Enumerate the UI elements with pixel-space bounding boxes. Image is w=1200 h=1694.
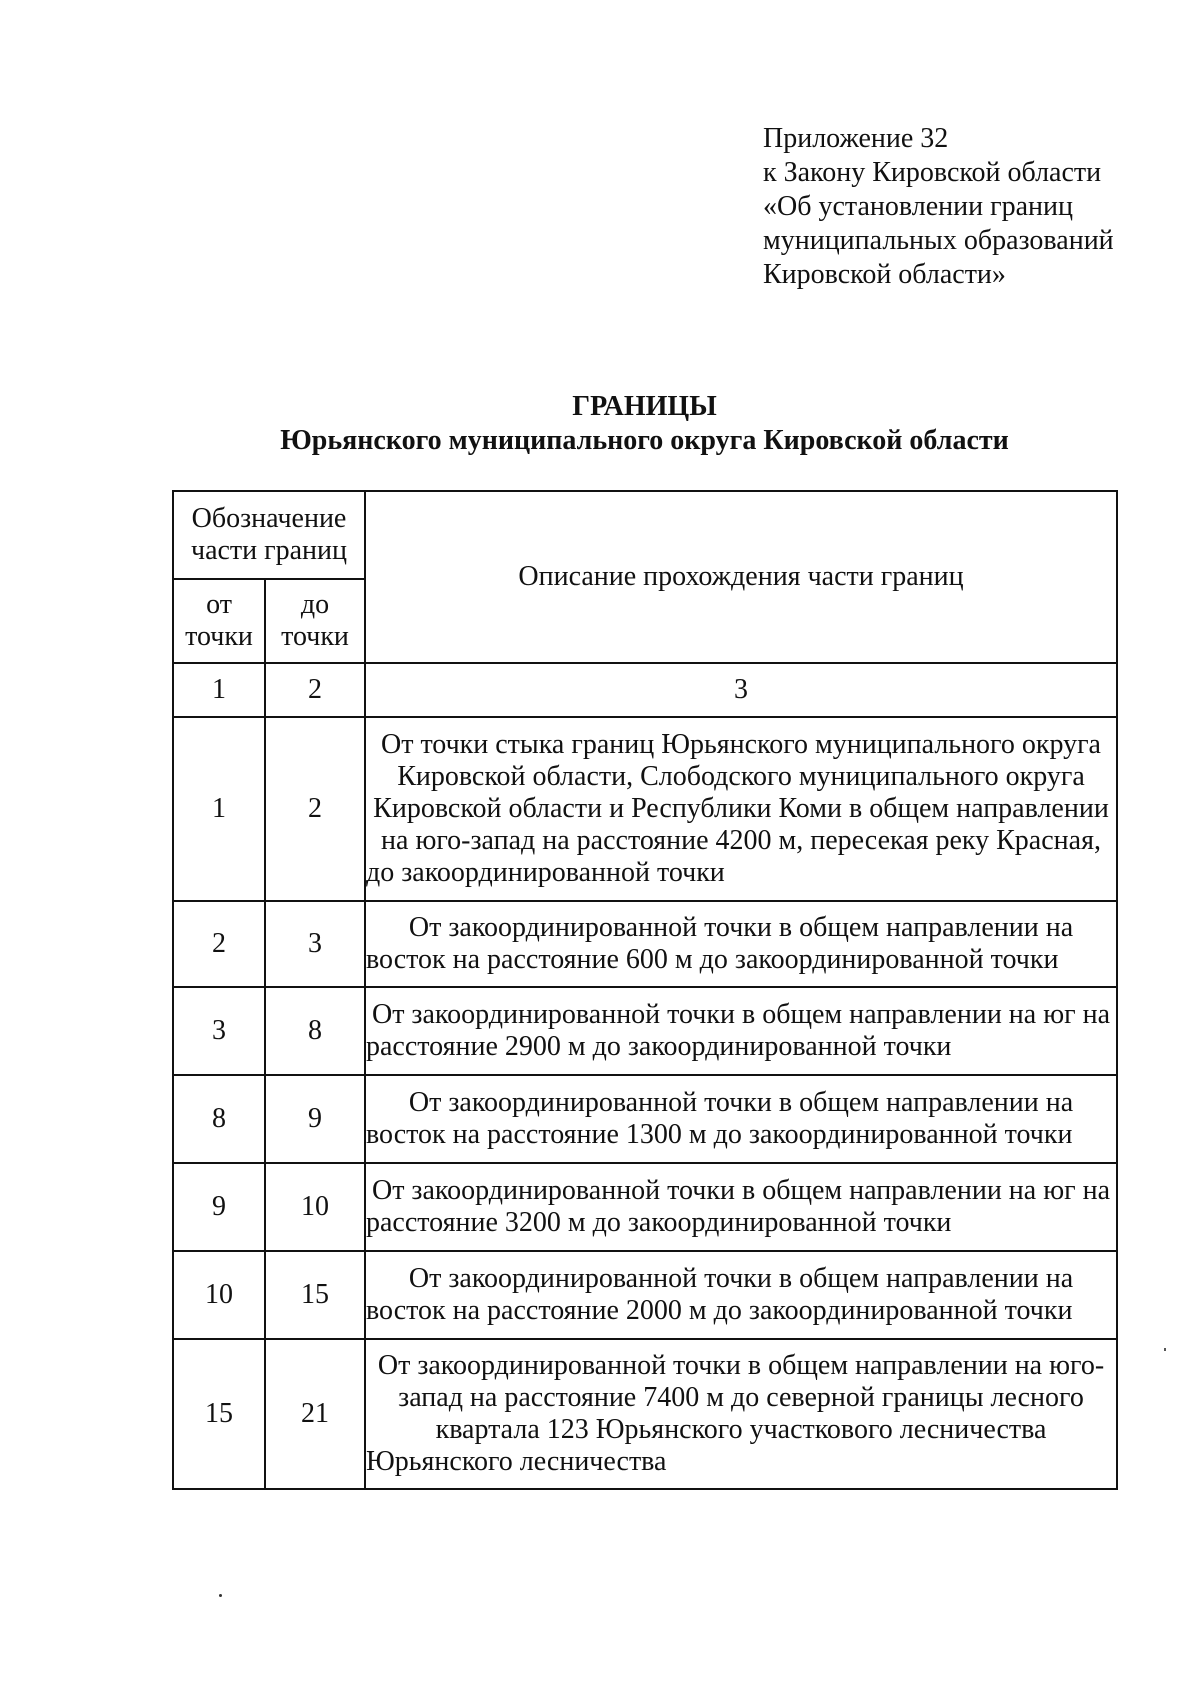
table-row — [173, 987, 1117, 1075]
description-cell: От закоординированной точки в общем направлении на юго-запад на расстояние 7400 м до северной границы лесного квартала 123 Юрьянского участкового лесничества Юрьянского лесничества — [365, 1339, 1117, 1489]
appendix-line: Приложение 32 — [763, 123, 949, 154]
scan-speck — [1164, 1348, 1166, 1351]
description-cell: От точки стыка границ Юрьянского муниципального округа Кировской области, Слободского муниципального округа Кировской области и Республики Коми в общем направлении на юго-запад на расстояние 4200 м, пересекая реку Красная, до закоординированной точки — [365, 717, 1117, 901]
table-row — [173, 1251, 1117, 1339]
title-subtitle: Юрьянского муниципального округа Кировской области — [280, 425, 1009, 456]
appendix-line: к Закону Кировской области — [763, 157, 1102, 188]
to-point-cell: 9 — [265, 1075, 365, 1163]
table-row — [173, 1339, 1117, 1489]
table-row — [173, 1075, 1117, 1163]
from-point-cell: 8 — [173, 1075, 265, 1163]
to-point-cell: 21 — [265, 1339, 365, 1489]
scan-speck — [219, 1594, 222, 1597]
to-point-cell: 3 — [265, 901, 365, 987]
to-point-cell: 8 — [265, 987, 365, 1075]
from-point-cell: 3 — [173, 987, 265, 1075]
document-title — [172, 390, 1117, 458]
description-cell: От закоординированной точки в общем направлении на юг на расстояние 3200 м до закоординированной точки — [365, 1163, 1117, 1251]
column-number-row — [173, 663, 1117, 717]
column-number: 3 — [365, 663, 1117, 717]
description-cell: От закоординированной точки в общем направлении на юг на расстояние 2900 м до закоординированной точки — [365, 987, 1117, 1075]
borders-table — [172, 490, 1118, 1490]
header-from-point: от точки — [173, 579, 265, 663]
to-point-cell: 15 — [265, 1251, 365, 1339]
description-cell: От закоординированной точки в общем направлении на восток на расстояние 1300 м до закоординированной точки — [365, 1075, 1117, 1163]
from-point-cell: 15 — [173, 1339, 265, 1489]
description-cell: От закоординированной точки в общем направлении на восток на расстояние 2000 м до закоординированной точки — [365, 1251, 1117, 1339]
to-point-cell: 10 — [265, 1163, 365, 1251]
title-main: ГРАНИЦЫ — [572, 391, 717, 422]
header-description: Описание прохождения части границ — [365, 491, 1117, 663]
appendix-reference — [763, 122, 1114, 292]
table-row — [173, 1163, 1117, 1251]
table-row — [173, 901, 1117, 987]
appendix-line: муниципальных образований — [763, 225, 1114, 256]
column-number: 1 — [173, 663, 265, 717]
from-point-cell: 9 — [173, 1163, 265, 1251]
column-number: 2 — [265, 663, 365, 717]
header-designation: Обозначение части границ — [173, 491, 365, 579]
appendix-line: «Об установлении границ — [763, 191, 1073, 222]
from-point-cell: 1 — [173, 717, 265, 901]
appendix-line: Кировской области» — [763, 259, 1006, 290]
description-cell: От закоординированной точки в общем направлении на восток на расстояние 600 м до закоординированной точки — [365, 901, 1117, 987]
from-point-cell: 10 — [173, 1251, 265, 1339]
header-to-point: до точки — [265, 579, 365, 663]
to-point-cell: 2 — [265, 717, 365, 901]
from-point-cell: 2 — [173, 901, 265, 987]
table-row — [173, 717, 1117, 901]
